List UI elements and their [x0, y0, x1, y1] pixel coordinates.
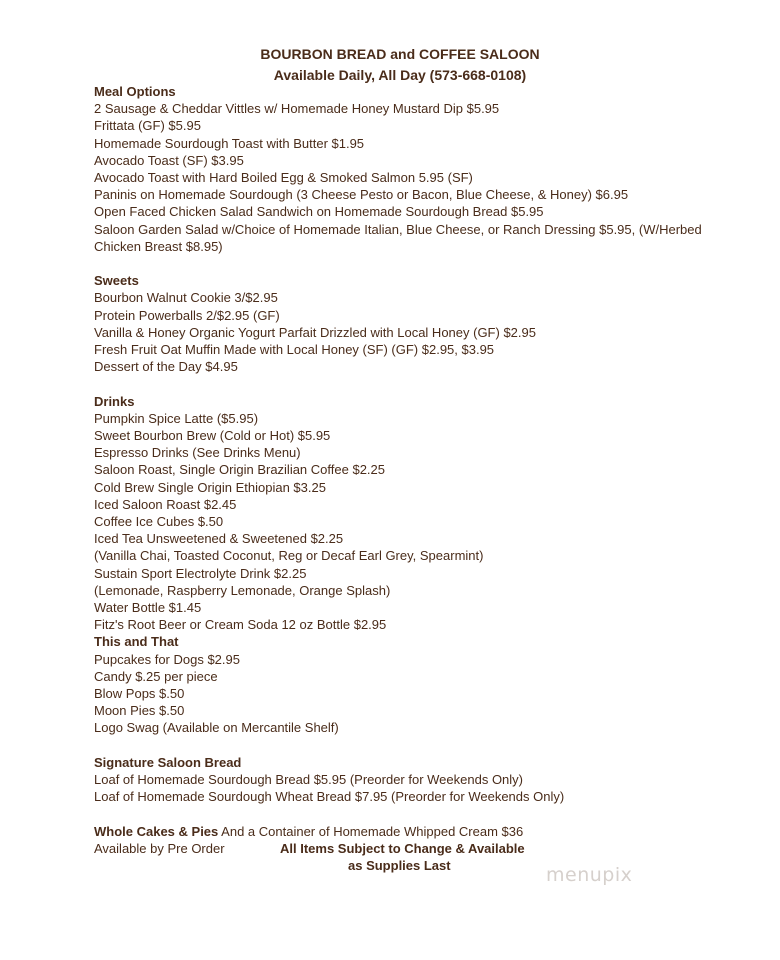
menu-item: Avocado Toast (SF) $3.95: [94, 152, 244, 168]
section-heading-meal: Meal Options: [94, 84, 176, 99]
watermark-logo: menupix: [546, 864, 633, 886]
menu-item: Coffee Ice Cubes $.50: [94, 514, 224, 530]
menu-item: Iced Saloon Roast $2.45: [94, 496, 237, 512]
menu-item: 2 Sausage & Cheddar Vittles w/ Homemade Honey Mustard Dip $5.95: [94, 101, 500, 117]
menu-item: Pumpkin Spice Latte ($5.95): [94, 410, 259, 426]
menu-item: Saloon Roast, Single Origin Brazilian Coffee $2.25: [94, 462, 385, 478]
menu-item: Homemade Sourdough Toast with Butter $1.95: [94, 135, 365, 151]
menu-item: Water Bottle $1.45: [94, 600, 202, 616]
preorder-note: Available by Pre Order: [94, 840, 225, 856]
cakes-text: And a Container of Homemade Whipped Cream $36: [218, 823, 524, 839]
menu-item: Frittata (GF) $5.95: [94, 118, 201, 134]
menu-item: Moon Pies $.50: [94, 703, 185, 719]
section-heading-sweets: Sweets: [94, 273, 139, 289]
menu-body: [94, 83, 764, 874]
menu-item: Sustain Sport Electrolyte Drink $2.25: [94, 565, 307, 581]
menu-item: Avocado Toast with Hard Boiled Egg & Smoked Salmon 5.95 (SF): [94, 170, 473, 186]
cakes-line: [94, 823, 764, 840]
menu-item: Open Faced Chicken Salad Sandwich on Homemade Sourdough Bread $5.95: [94, 204, 544, 220]
menu-item: Iced Tea Unsweetened & Sweetened $2.25: [94, 531, 344, 547]
menu-item: Logo Swag (Available on Mercantile Shelf): [94, 720, 339, 736]
availability-notice: All Items Subject to Change & Available: [280, 840, 525, 856]
menu-item: Cold Brew Single Origin Ethiopian $3.25: [94, 479, 326, 495]
menu-item: Candy $.25 per piece: [94, 668, 218, 684]
menu-item: Pupcakes for Dogs $2.95: [94, 651, 240, 667]
section-heading-drinks: Drinks: [94, 393, 135, 409]
menu-item: Fitz's Root Beer or Cream Soda 12 oz Bottle $2.95: [94, 617, 387, 633]
menu-item: Fresh Fruit Oat Muffin Made with Local Honey (SF) (GF) $2.95, $3.95: [94, 342, 495, 358]
menu-item: Loaf of Homemade Sourdough Wheat Bread $7.95 (Preorder for Weekends Only): [94, 789, 565, 805]
cakes-label: Whole Cakes & Pies: [94, 823, 219, 839]
section-heading-bread: Signature Saloon Bread: [94, 754, 242, 770]
menu-item: Blow Pops $.50: [94, 686, 185, 702]
footer-row: [94, 857, 764, 874]
section-heading-this-and-that: This and That: [94, 634, 179, 650]
menu-item: Paninis on Homemade Sourdough (3 Cheese Pesto or Bacon, Blue Cheese, & Honey) $6.95: [94, 187, 629, 203]
menu-item-note: (Lemonade, Raspberry Lemonade, Orange Splash): [94, 582, 391, 598]
menu-item: Protein Powerballs 2/$2.95 (GF): [94, 307, 280, 323]
menu-item: Loaf of Homemade Sourdough Bread $5.95 (Preorder for Weekends Only): [94, 772, 523, 788]
restaurant-title: BOURBON BREAD and COFFEE SALOON: [260, 46, 540, 62]
menu-item: Dessert of the Day $4.95: [94, 359, 238, 375]
menu-item: Saloon Garden Salad w/Choice of Homemade Italian, Blue Cheese, or Ranch Dressing $5.95, (W/Herbed Chicken Breast $8.95): [94, 221, 702, 254]
menu-item: Sweet Bourbon Brew (Cold or Hot) $5.95: [94, 428, 331, 444]
availability-notice-cont: as Supplies Last: [348, 858, 451, 874]
menu-item: Vanilla & Honey Organic Yogurt Parfait Drizzled with Local Honey (GF) $2.95: [94, 324, 536, 340]
menu-item-note: (Vanilla Chai, Toasted Coconut, Reg or Decaf Earl Grey, Spearmint): [94, 548, 484, 564]
availability-subtitle: Available Daily, All Day (573-668-0108): [273, 67, 527, 83]
footer-row: [94, 840, 764, 857]
menu-item: Bourbon Walnut Cookie 3/$2.95: [94, 290, 278, 306]
menu-item: Espresso Drinks (See Drinks Menu): [94, 445, 301, 461]
